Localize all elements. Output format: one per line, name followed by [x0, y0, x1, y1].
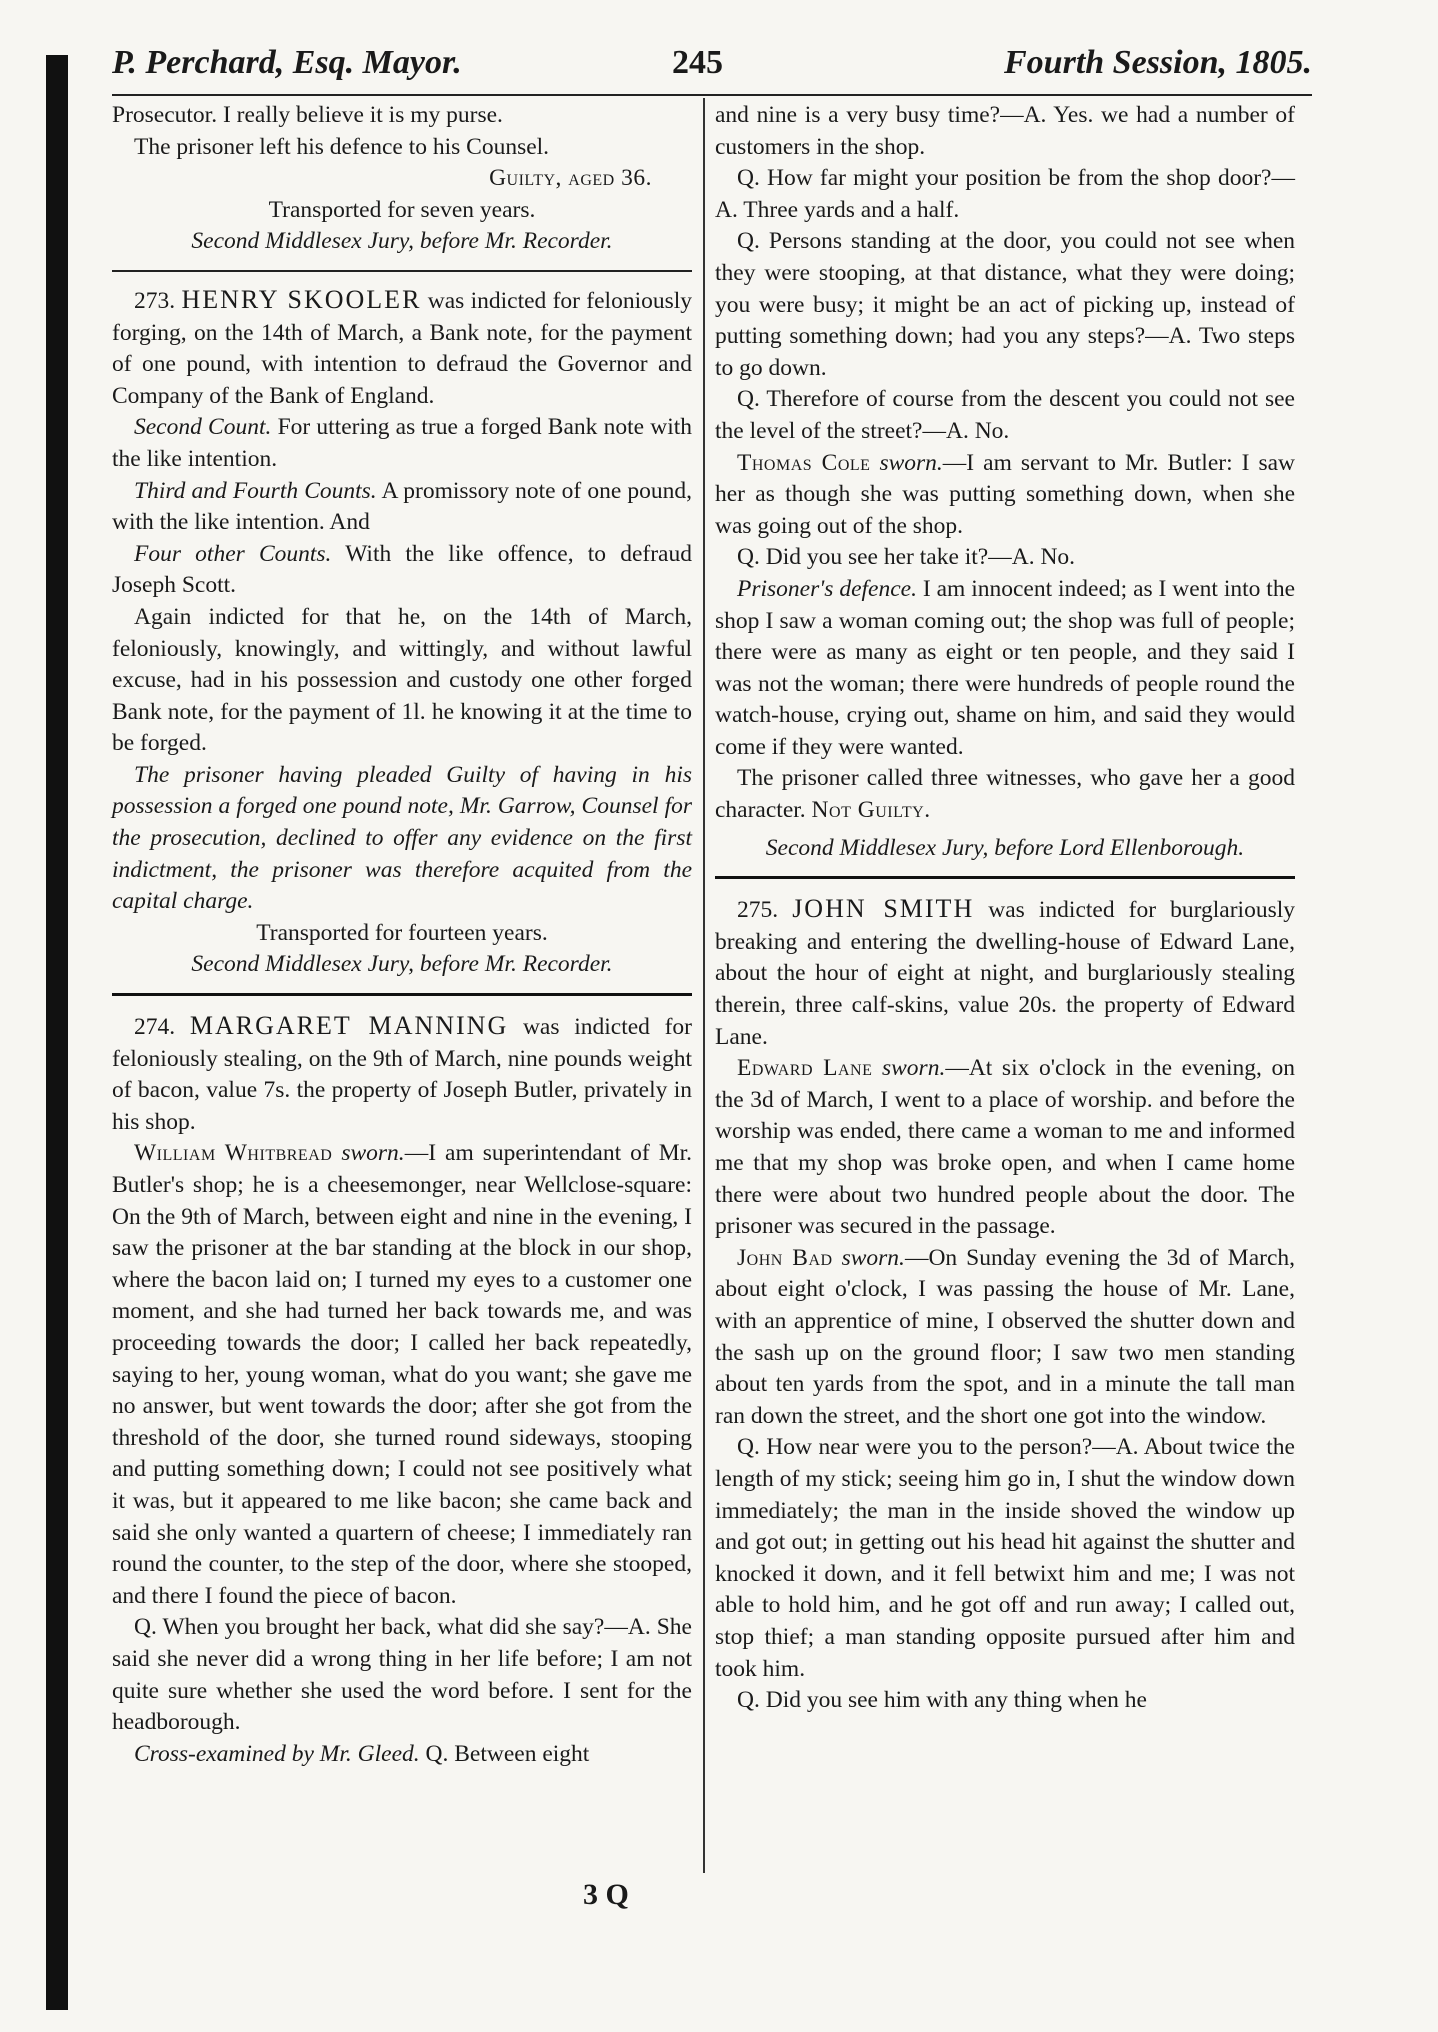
paragraph: Q. Persons standing at the door, you could not see when they were stooping, at that distance, what they were doing; you were busy; it might be an act of picking up, instead of putting something down; had you any steps?—A. Two steps to go down. [715, 228, 1295, 381]
paragraph: Q. Did you see him with any thing when he [737, 1687, 1147, 1714]
witness-name: Thomas Cole [737, 449, 871, 476]
page-number: 245 [672, 44, 723, 81]
case-274-opening: 274. MARGARET MANNING was indicted for feloniously stealing, on the 9th of March, nine pounds weight of bacon, value 7s. the property of Joseph Butler, privately in his shop. [112, 1011, 692, 1135]
paragraph: Thomas Cole sworn.—I am servant to Mr. Butler: I saw her as though she was putting something down, when she was going out of the shop. [715, 449, 1295, 539]
case-rule [112, 270, 692, 272]
case-275-opening: 275. JOHN SMITH was indicted for burglariously breaking and entering the dwelling-house of Edward Lane, about the hour of eight at night, and burglariously stealing therein, three calf-skins, value 20s. the property of Edward Lane. [715, 894, 1295, 1050]
paragraph: and nine is a very busy time?—A. Yes. we had a number of customers in the shop. [715, 102, 1295, 160]
paragraph: Q. Did you see her take it?—A. No. [737, 544, 1076, 571]
paragraph: Prosecutor. I really believe it is my purse. [112, 102, 503, 128]
witness-name: William Whitbread [134, 1140, 333, 1167]
paragraph: Q. When you brought her back, what did she say?—A. She said she never did a wrong thing in her life before; I am not quite sure whether she used the word before. I sent for the headborough. [112, 1614, 692, 1736]
paragraph: Edward Lane sworn.—At six o'clock in the evening, on the 3d of March, I went to a place of worship. and before the worship was ended, there came a woman to me and informed me that my shop was broke open, and when I came home there were about two hundred people about the door. The prisoner was secured in the passage. [715, 1055, 1296, 1240]
paragraph: The prisoner called three witnesses, who gave her a good character. Not Guilty. [715, 765, 1295, 824]
jury-line: Second Middlesex Jury, before Lord Ellenborough. [765, 834, 1245, 861]
paragraph: Q. How near were you to the person?—A. About twice the length of my stick; seeing him go in, I shut the window down immediately; the man in the inside shoved the window up and got out; in getting out his head hit against the shutter and knocked it down, and it fell betwixt him and me; I was not able to hold him, and he got off and run away; I called out, stop thief; a man standing opposite pursued after him and took him. [715, 1434, 1295, 1682]
header-mayor: P. Perchard, Esq. Mayor. [112, 44, 462, 81]
paragraph: Q. Therefore of course from the descent you could not see the level of the street?—A. No. [715, 386, 1295, 444]
right-column [715, 100, 1295, 1717]
paragraph: Again indicted for that he, on the 14th of March, feloniously, knowingly, and wittingly, and without lawful excuse, had in his possession and custody one other forged Bank note, for the payment of 1l. he knowing it at the time to be forged. [112, 603, 692, 757]
paragraph: Second Count. For uttering as true a forged Bank note with the like intention. [112, 414, 693, 472]
left-column [112, 100, 692, 1770]
case-273-opening: 273. HENRY SKOOLER was indicted for feloniously forging, on the 14th of March, a Bank note, for the payment of one pound, with intention to defraud the Governor and Company of the Bank of England. [112, 284, 693, 409]
header-session: Fourth Session, 1805. [1004, 44, 1312, 81]
signature-mark: 3 Q [583, 1878, 629, 1911]
defendant-name: HENRY SKOOLER [181, 284, 422, 314]
paragraph: William Whitbread sworn.—I am superintendant of Mr. Butler's shop; he is a cheesemonger, near Wellclose-square: On the 9th of March, between eight and nine in the evening, I saw the prisoner at the bar standing at the block in our shop, where the bacon laid on; I turned my eyes to a customer one moment, and she had turned her back towards me, and was proceeding towards the door; I called her back repeatedly, saying to her, young woman, what do you want; she gave me no answer, but went towards the door; after she got from the threshold of the door, she turned round sideways, stooping and putting something down; I could not see positively what it was, but it appeared to me like bacon; she came back and said she only wanted a quartern of cheese; I immediately ran round the counter, to the step of the door, where she stooped, and there I found the piece of bacon. [112, 1140, 692, 1609]
sentence: Transported for seven years. [268, 196, 536, 223]
defendant-name: MARGARET MANNING [189, 1011, 509, 1041]
defendant-name: JOHN SMITH [792, 894, 975, 924]
column-divider [703, 98, 705, 1873]
witness-name: John Bad [737, 1244, 833, 1271]
paragraph: Q. How far might your position be from the shop door?—A. Three yards and a half. [715, 165, 1295, 223]
case-rule [112, 993, 692, 996]
verdict: Guilty, aged 36. [489, 165, 652, 192]
page-edge-shadow [46, 55, 68, 2010]
paragraph: Four other Counts. With the like offence, to defraud Joseph Scott. [112, 540, 692, 599]
paragraph: The prisoner having pleaded Guilty of having in his possession a forged one pound note, Mr. Garrow, Counsel for the prosecution, declined to offer any evidence on the first indictment, the prisoner was therefore acquited from the capital charge. [112, 761, 692, 915]
header-rule [112, 94, 1312, 96]
paragraph: Third and Fourth Counts. A promissory note of one pound, with the like intention. And [112, 477, 692, 536]
paragraph: John Bad sworn.—On Sunday evening the 3d of March, about eight o'clock, I was passing the house of Mr. Lane, with an apprentice of mine, I observed the shutter down and the sash up on the ground floor; I saw two men standing about ten yards from the spot, and in a minute the tall man ran down the street, and the short one got into the window. [715, 1244, 1296, 1429]
paragraph: The prisoner left his defence to his Counsel. [134, 133, 550, 160]
paragraph: Prisoner's defence. I am innocent indeed; as I went into the shop I saw a woman coming out; the shop was full of people; there were as many as eight or ten people, and they said I was not the woman; there were hundreds of people round the watch-house, crying out, shame on him, and said they would come if they were wanted. [715, 575, 1296, 760]
jury-line: Second Middlesex Jury, before Mr. Recorder. [191, 228, 613, 255]
paragraph: Cross-examined by Mr. Gleed. Q. Between eight [134, 1740, 590, 1767]
page-header [112, 38, 1312, 88]
verdict: Not Guilty. [811, 797, 931, 824]
case-rule [715, 876, 1295, 879]
sentence: Transported for fourteen years. [256, 919, 548, 946]
jury-line: Second Middlesex Jury, before Mr. Recorder. [191, 951, 613, 978]
witness-name: Edward Lane [737, 1055, 873, 1082]
